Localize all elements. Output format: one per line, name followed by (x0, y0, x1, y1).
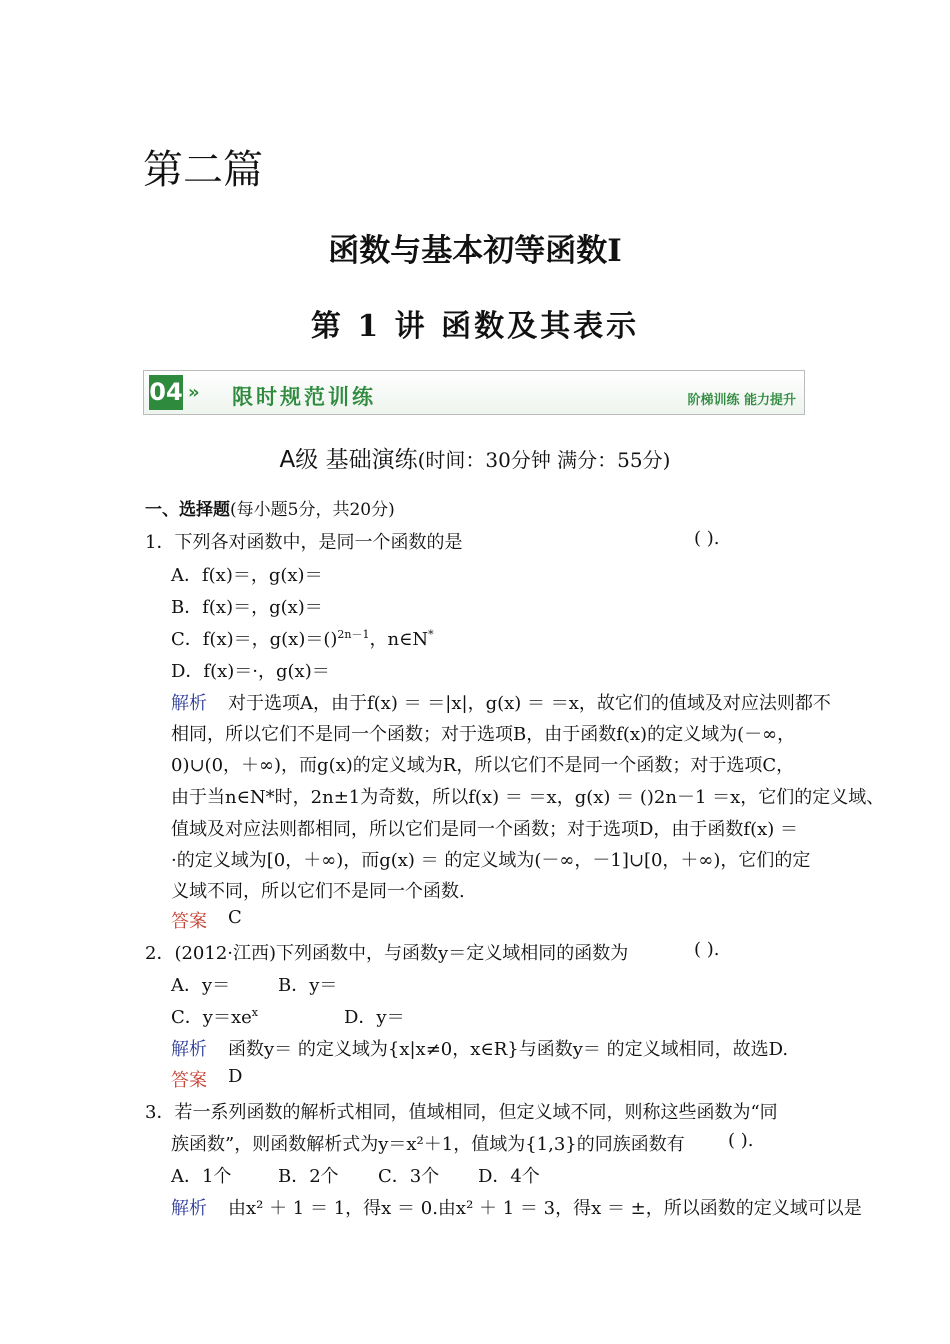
q3-option-b: B．2个 (278, 1166, 339, 1187)
q2-option-b: B．y＝ (278, 975, 338, 996)
part-title: 第二篇 (143, 147, 263, 193)
q1-jiexi-line-4: 由于当n∈N*时，2n±1为奇数，所以f(x) ＝ ＝x，g(x) ＝ ()2n－1 ＝x，它们的定义域、 (171, 787, 885, 808)
q1-option-c-tail: ，n∈N (369, 629, 429, 650)
q3-option-d: D．4个 (478, 1166, 540, 1187)
q1-option-c-text: C．f(x)＝，g(x)＝() (171, 629, 338, 650)
q3-answer-paren: ( ). (728, 1130, 754, 1151)
q2-option-c-text: C．y＝xe (171, 1007, 252, 1028)
chapter-title: 函数与基本初等函数Ⅰ (328, 233, 622, 269)
q2-daan: D (228, 1066, 243, 1087)
q1-jiexi-line-3: 0)∪(0，＋∞)，而g(x)的定义域为R，所以它们不是同一个函数；对于选项C， (171, 755, 795, 776)
q3-stem-line-2: 族函数”，则函数解析式为y＝x²＋1，值域为{1,3}的同族函数有 (171, 1134, 685, 1155)
lecture-title: 第 1 讲 函数及其表示 (310, 309, 640, 344)
banner-title: 限时规范训练 (232, 385, 376, 409)
section-heading (145, 495, 395, 520)
section-title: 一、选择题 (145, 500, 230, 520)
q1-jiexi-line-5: 值域及对应法则都相同，所以它们是同一个函数；对于选项D，由于函数f(x) ＝ (171, 819, 799, 840)
q1-option-a: A．f(x)＝，g(x)＝ (171, 565, 323, 586)
q2-option-a: A．y＝ (171, 975, 231, 996)
q2-jiexi-label: 解析 (171, 1039, 207, 1060)
q2-option-d: D．y＝ (344, 1007, 405, 1028)
q1-jiexi-label: 解析 (171, 693, 207, 714)
section-info: (每小题5分，共20分) (230, 500, 395, 520)
level-name: A级 基础演练 (279, 447, 418, 473)
q2-daan-label: 答案 (171, 1070, 207, 1091)
q2-jiexi: 函数y＝ 的定义域为{x|x≠0，x∈R}与函数y＝ 的定义域相同，故选D. (228, 1039, 789, 1060)
q3-option-a: A．1个 (171, 1166, 232, 1187)
q2-option-c-exp: x (251, 1006, 258, 1019)
q1-daan-label: 答案 (171, 911, 207, 932)
banner-subtitle: 阶梯训练 能力提升 (687, 393, 796, 408)
q1-option-b: B．f(x)＝，g(x)＝ (171, 597, 323, 618)
level-heading (0, 441, 950, 474)
q1-jiexi-line-6: ·的定义域为[0，＋∞)，而g(x) ＝ 的定义域为(－∞，－1]∪[0，＋∞)，它们的定 (171, 850, 811, 871)
q2-stem: 2．(2012·江西)下列函数中，与函数y＝定义域相同的函数为 (145, 943, 629, 964)
q3-jiexi: 由x² ＋ 1 ＝ 1，得x ＝ 0.由x² ＋ 1 ＝ 3，得x ＝ ±，所以函数的定义域可以是 (228, 1198, 862, 1219)
section-banner (143, 370, 805, 415)
q3-stem-line-1: 3．若一系列函数的解析式相同，值域相同，但定义域不同，则称这些函数为“同 (145, 1102, 778, 1123)
q2-option-c (171, 1003, 258, 1029)
q1-option-c-exp: 2n－1 (337, 628, 370, 641)
banner-number: 04 (149, 375, 183, 410)
q1-jiexi-line-1: 对于选项A，由于f(x) ＝ ＝|x|，g(x) ＝ ＝x，故它们的值域及对应法则都不 (228, 693, 831, 714)
q1-daan: C (228, 907, 242, 928)
q1-answer-paren: ( ). (694, 528, 720, 549)
q2-answer-paren: ( ). (694, 939, 720, 960)
q1-jiexi-line-7: 义域不同，所以它们不是同一个函数. (171, 881, 465, 902)
q1-option-d: D．f(x)＝·，g(x)＝ (171, 661, 330, 682)
q1-jiexi-line-2: 相同，所以它们不是同一个函数；对于选项B，由于函数f(x)的定义域为(－∞， (171, 724, 796, 745)
double-arrow-icon: » (188, 382, 200, 403)
level-info: (时间：30分钟 满分：55分) (417, 448, 671, 472)
q1-option-c-tail-exp: * (428, 628, 434, 641)
q1-stem: 1．下列各对函数中，是同一个函数的是 (145, 532, 463, 553)
q3-jiexi-label: 解析 (171, 1198, 207, 1219)
q1-option-c (171, 625, 434, 651)
q3-option-c: C．3个 (378, 1166, 440, 1187)
